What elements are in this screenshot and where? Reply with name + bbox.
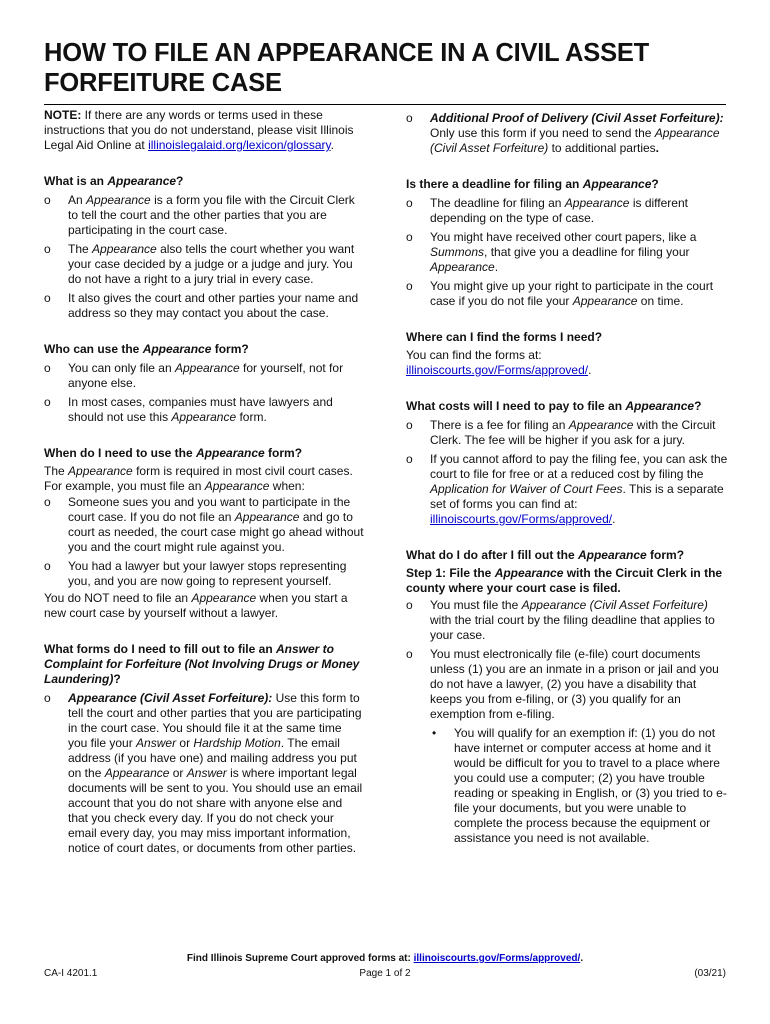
- left-column: [44, 108, 364, 856]
- list-item: o Someone sues you and you want to participate in the court case. If you do not file an Appearance and go to court as needed, the court case might go ahead without you and the court might rule against you.: [44, 495, 364, 555]
- heading-deadline: Is there a deadline for filing an Appearance?: [406, 177, 659, 191]
- where-forms-text: You can find the forms at: illinoiscourts.gov/Forms/approved/.: [406, 348, 592, 377]
- list-item: o If you cannot afford to pay the filing fee, you can ask the court to file for free or at a reduced cost by filing the Application for Waiver of Court Fees. This is a separate set of forms you can find at: illinoiscourts.gov/Forms/approved/.: [406, 452, 728, 527]
- list-item: o You might have received other court papers, like a Summons, that give you a deadline for filing your Appearance.: [406, 230, 728, 275]
- list-item: o Additional Proof of Delivery (Civil Asset Forfeiture): Only use this form if you need to send the Appearance (Civil Asset Forfeiture) to additional parties.: [406, 111, 728, 156]
- list-item: o In most cases, companies must have lawyers and should not use this Appearance form.: [44, 395, 364, 425]
- page-number: Page 1 of 2: [359, 968, 411, 979]
- list-item: • You will qualify for an exemption if: (1) you do not have internet or computer access at home and it would be difficult for you to travel to a place where you could use a computer; (2) you have trouble reading or speaking in English, or (3) you tried to e-file your documents, but you were unable to complete the process because the equipment or assistance you need is not available.: [430, 726, 728, 846]
- list-item: o You must file the Appearance (Civil Asset Forfeiture) with the trial court by the filing deadline that applies to your case.: [406, 598, 728, 643]
- note-paragraph: NOTE: If there are any words or terms used in these instructions that you do not understand, please visit Illinois Legal Aid Online at illinoislegalaid.org/lexicon/glossary.: [44, 108, 354, 152]
- heading-when-use: When do I need to use the Appearance form?: [44, 446, 303, 460]
- heading-what-forms: What forms do I need to fill out to file an Answer to Complaint for Forfeiture (Not Involving Drugs or Money Laundering)?: [44, 642, 360, 686]
- glossary-link[interactable]: illinoislegalaid.org/lexicon/glossary: [148, 138, 331, 152]
- right-column: [406, 108, 728, 846]
- title-rule: [44, 104, 726, 105]
- list-item: o The deadline for filing an Appearance is different depending on the type of case.: [406, 196, 728, 226]
- list-item: o An Appearance is a form you file with the Circuit Clerk to tell the court and the other parties that you are participating in the court case.: [44, 193, 364, 238]
- list-item: o Appearance (Civil Asset Forfeiture): Use this form to tell the court and other parties that you are participating in the court case. You should file it at the same time you file your Answer or Hardship Motion. The email address (if you have one) and mailing address you put on the Appearance or Answer is where important legal documents will be sent to you. You should use an email account that you do not share with anyone else and that you check every day. If you do not check your email every day, you may miss important information, notice of court dates, or documents from other parties.: [44, 691, 364, 856]
- forms-link[interactable]: illinoiscourts.gov/Forms/approved/: [406, 363, 589, 377]
- heading-where-forms: Where can I find the forms I need?: [406, 330, 603, 344]
- heading-after: What do I do after I fill out the Appearance form?: [406, 548, 685, 562]
- revision-date: (03/21): [694, 968, 726, 979]
- list-item: o There is a fee for filing an Appearance with the Circuit Clerk. The fee will be higher if you ask for a jury.: [406, 418, 728, 448]
- list-item: o You must electronically file (e-file) court documents unless (1) you are an inmate in a prison or jail and you do not have a lawyer, (2) you have a disability that keeps you from e-filing, or (3) you qualify for an exemption from e-filing. • You will qualify for an exemption if: (1) you do not have internet or computer access at home and it would be difficult for you to travel to a place where you could use a computer; (2) you have trouble reading or speaking in English, or (3) you tried to e-file your documents, but you were unable to complete the process because the equipment or assistance you need is not available.: [406, 647, 728, 846]
- list-item: o You might give up your right to participate in the court case if you do not file your Appearance on time.: [406, 279, 728, 309]
- when-use-intro: The Appearance form is required in most civil court cases. For example, you must file an Appearance when:: [44, 464, 353, 493]
- fee-waiver-forms-link[interactable]: illinoiscourts.gov/Forms/approved/: [430, 512, 613, 526]
- footer-find-forms: Find Illinois Supreme Court approved forms at: illinoiscourts.gov/Forms/approved/.: [186, 953, 584, 964]
- list-item: o It also gives the court and other parties your name and address so they may contact you about the case.: [44, 291, 364, 321]
- footer-forms-link[interactable]: illinoiscourts.gov/Forms/approved/: [413, 953, 581, 964]
- list-item: o You had a lawyer but your lawyer stops representing you, and you are now going to represent yourself.: [44, 559, 364, 589]
- step-1-heading: Step 1: File the Appearance with the Circuit Clerk in the county where your court case is filed.: [406, 566, 723, 595]
- list-item: o The Appearance also tells the court whether you want your case decided by a judge or a judge and jury. You do not have a right to a jury trial in every case.: [44, 242, 364, 287]
- page-title: HOW TO FILE AN APPEARANCE IN A CIVIL ASSET FORFEITURE CASE: [44, 39, 650, 97]
- heading-who-can-use: Who can use the Appearance form?: [44, 342, 249, 356]
- heading-what-is-appearance: What is an Appearance?: [44, 174, 184, 188]
- when-use-outro: You do NOT need to file an Appearance when you start a new court case by yourself without a lawyer.: [44, 591, 348, 620]
- list-item: o You can only file an Appearance for yourself, not for anyone else.: [44, 361, 364, 391]
- heading-costs: What costs will I need to pay to file an Appearance?: [406, 399, 702, 413]
- form-code: CA-I 4201.1: [44, 968, 98, 979]
